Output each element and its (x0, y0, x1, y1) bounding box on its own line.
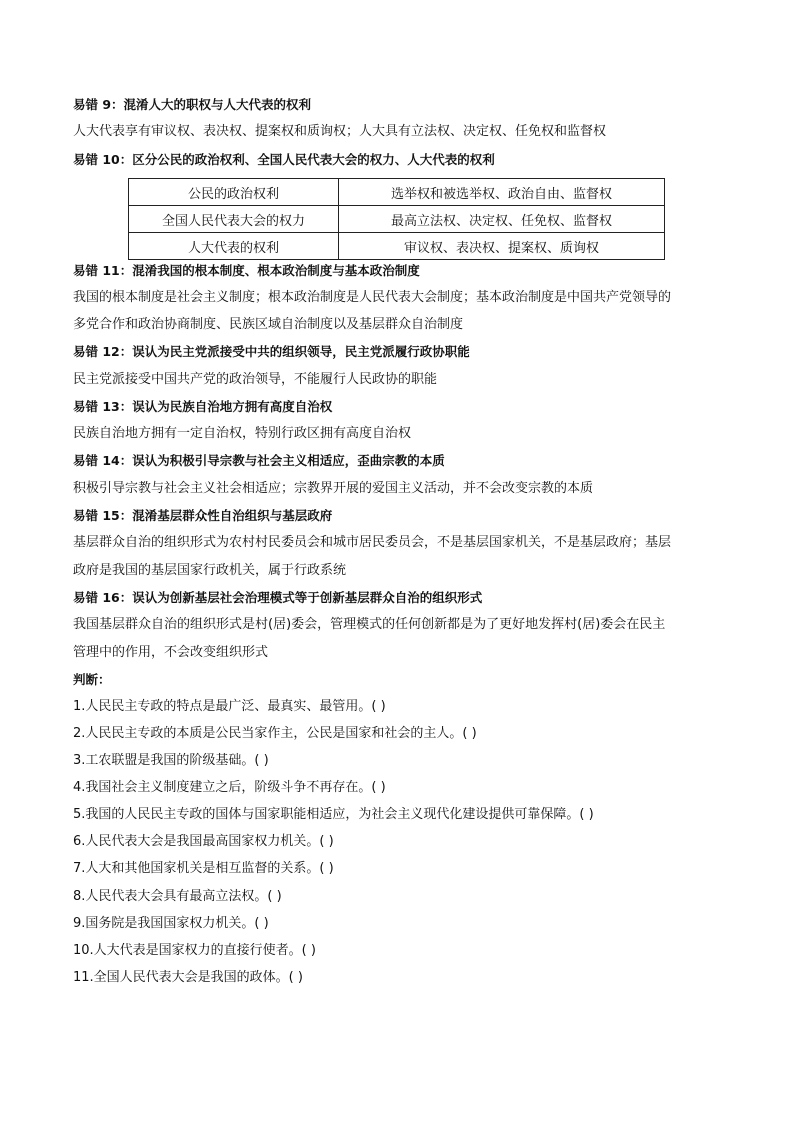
question-item: 1.人民民主专政的特点是最广泛、最真实、最管用。( ) (73, 699, 386, 714)
table-row (129, 206, 665, 233)
judge-heading: 判断： (73, 672, 111, 687)
heading-e16: 易错 16：误认为创新基层社会治理模式等于创新基层群众自治的组织形式 (73, 590, 483, 605)
text-e15-line2: 政府是我国的基层国家行政机关，属于行政系统 (73, 563, 347, 578)
table-cell: 审议权、表决权、提案权、质询权 (339, 233, 665, 260)
table-row (129, 179, 665, 206)
heading-e9: 易错 9：混淆人大的职权与人大代表的权利 (73, 97, 312, 112)
text-e16-line2: 管理中的作用，不会改变组织形式 (73, 645, 269, 660)
question-item: 3.工农联盟是我国的阶级基础。( ) (73, 753, 269, 768)
text-e11-line1: 我国的根本制度是社会主义制度；根本政治制度是人民代表大会制度；基本政治制度是中国共产党领导的 (73, 290, 672, 305)
heading-e13: 易错 13：误认为民族自治地方拥有高度自治权 (73, 399, 333, 414)
question-item: 4.我国社会主义制度建立之后，阶级斗争不再存在。( ) (73, 780, 386, 795)
heading-e10: 易错 10：区分公民的政治权利、全国人民代表大会的权力、人大代表的权利 (73, 152, 495, 167)
text-e14: 积极引导宗教与社会主义社会相适应；宗教界开展的爱国主义活动，并不会改变宗教的本质 (73, 481, 594, 496)
question-item: 9.国务院是我国国家权力机关。( ) (73, 916, 269, 931)
heading-e11: 易错 11：混淆我国的根本制度、根本政治制度与基本政治制度 (73, 263, 420, 278)
table-cell: 人大代表的权利 (129, 233, 339, 260)
text-e11-line2: 多党合作和政治协商制度、民族区域自治制度以及基层群众自治制度 (73, 317, 464, 332)
question-item: 8.人民代表大会具有最高立法权。( ) (73, 889, 282, 904)
table-cell: 选举权和被选举权、政治自由、监督权 (339, 179, 665, 206)
heading-e12: 易错 12：误认为民主党派接受中共的组织领导，民主党派履行政协职能 (73, 344, 470, 359)
text-e16-line1: 我国基层群众自治的组织形式是村(居)委会，管理模式的任何创新都是为了更好地发挥村(居)委会在民主 (73, 617, 666, 632)
text-e13: 民族自治地方拥有一定自治权，特别行政区拥有高度自治权 (73, 426, 412, 441)
text-e9: 人大代表享有审议权、表决权、提案权和质询权；人大具有立法权、决定权、任免权和监督权 (73, 124, 607, 139)
question-item: 11.全国人民代表大会是我国的政体。( ) (73, 970, 303, 985)
question-item: 10.人大代表是国家权力的直接行使者。( ) (73, 943, 316, 958)
table-cell: 最高立法权、决定权、任免权、监督权 (339, 206, 665, 233)
heading-e15: 易错 15：混淆基层群众性自治组织与基层政府 (73, 508, 333, 523)
table-cell: 公民的政治权利 (129, 179, 339, 206)
question-item: 6.人民代表大会是我国最高国家权力机关。( ) (73, 834, 334, 849)
text-e12: 民主党派接受中国共产党的政治领导，不能履行人民政协的职能 (73, 372, 438, 387)
heading-e14: 易错 14：误认为积极引导宗教与社会主义相适应，歪曲宗教的本质 (73, 453, 445, 468)
question-item: 2.人民民主专政的本质是公民当家作主，公民是国家和社会的主人。( ) (73, 726, 477, 741)
rights-table (128, 178, 665, 260)
question-item: 7.人大和其他国家机关是相互监督的关系。( ) (73, 861, 334, 876)
text-e15-line1: 基层群众自治的组织形式为农村村民委员会和城市居民委员会，不是基层国家机关，不是基层政府；基层 (73, 535, 672, 550)
table-cell: 全国人民代表大会的权力 (129, 206, 339, 233)
question-item: 5.我国的人民民主专政的国体与国家职能相适应，为社会主义现代化建设提供可靠保障。( ) (73, 807, 594, 822)
table-row (129, 233, 665, 260)
